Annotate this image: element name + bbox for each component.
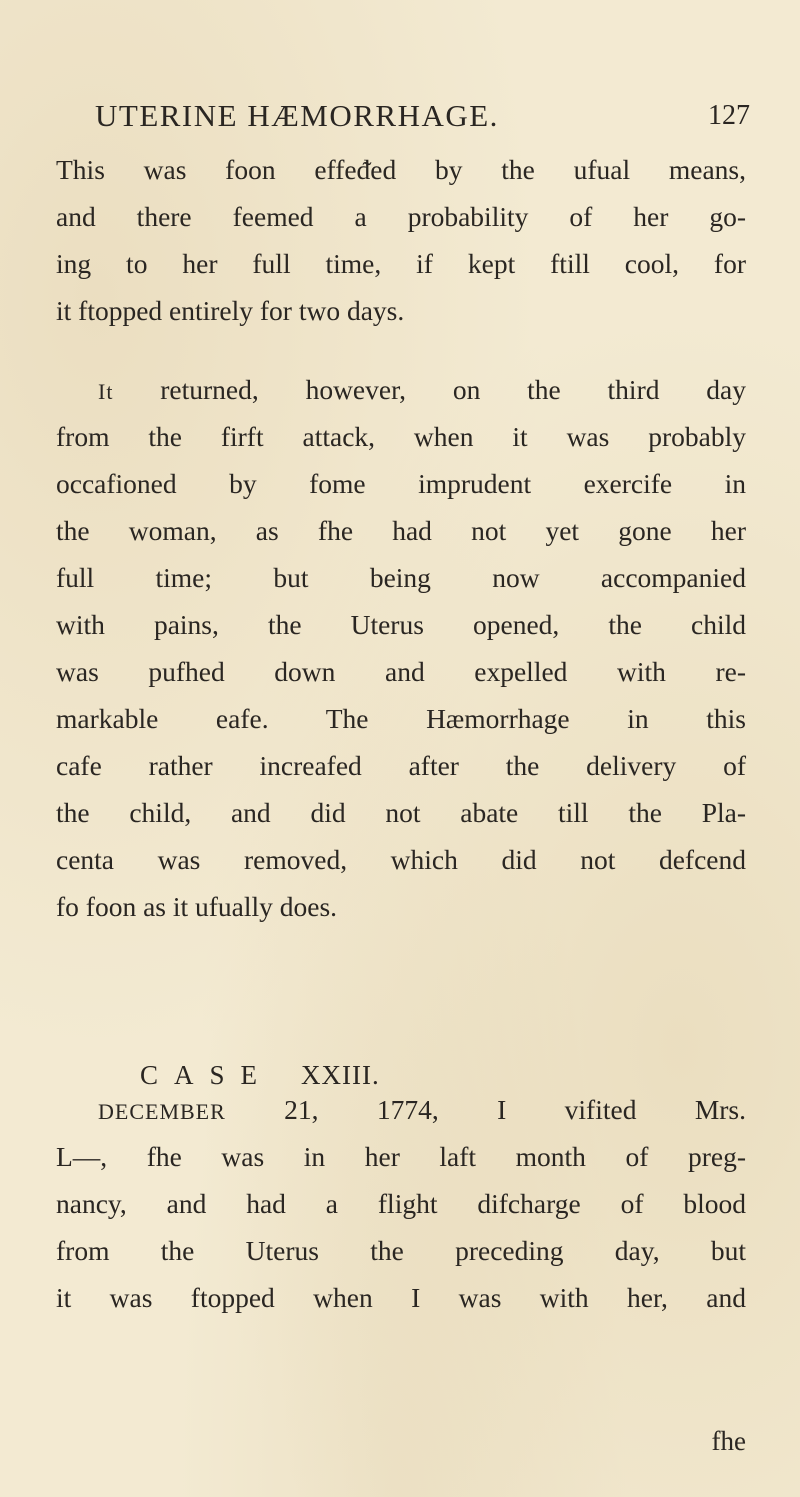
text-line: cafe rather increafed after the delivery of: [56, 750, 746, 781]
text-line: it ftopped entirely for two days.: [56, 295, 405, 326]
text-line: [56, 366, 746, 413]
text-line: L—, fhe was in her laft month of preg-: [56, 1141, 746, 1172]
text-line: ing to her full time, if kept ftill cool, for: [56, 248, 746, 279]
case-label: CASE: [140, 1060, 274, 1090]
text-line: This was foon effeᵭed by the ufual means,: [56, 154, 746, 185]
case-number: XXIII.: [301, 1060, 380, 1090]
text-line-rest: 21, 1774, I vifited Mrs.: [284, 1094, 747, 1125]
text-line: [56, 1086, 746, 1133]
text-line: with pains, the Uterus opened, the child: [56, 609, 746, 640]
text-line: occafioned by fome imprudent exercife in: [56, 468, 746, 499]
text-line: fo foon as it ufually does.: [56, 891, 338, 922]
text-line: from the Uterus the preceding day, but: [56, 1235, 746, 1266]
text-line: full time; but being now accompanied: [56, 562, 746, 593]
text-line: centa was removed, which did not defcend: [56, 844, 746, 875]
paragraph-1: [56, 146, 746, 334]
catchword: fhe: [711, 1426, 746, 1456]
lead-smallcap: DECEMBER: [98, 1099, 226, 1124]
page-number: 127: [708, 100, 750, 131]
running-head: [95, 98, 750, 138]
text-line: it was ftopped when I was with her, and: [56, 1282, 746, 1313]
text-line: from the firft attack, when it was probably: [56, 421, 746, 452]
text-line: nancy, and had a flight difcharge of blood: [56, 1188, 746, 1219]
text-line-rest: returned, however, on the third day: [160, 374, 747, 405]
paragraph-2: [56, 366, 746, 930]
running-title: UTERINE HÆMORRHAGE.: [95, 98, 499, 133]
text-line: the child, and did not abate till the Pla-: [56, 797, 746, 828]
lead-smallcap: It: [98, 379, 114, 404]
text-line: was pufhed down and expelled with re-: [56, 656, 746, 687]
paragraph-3: [56, 1086, 746, 1321]
text-line: and there feemed a probability of her go-: [56, 201, 746, 232]
text-line: the woman, as fhe had not yet gone her: [56, 515, 746, 546]
text-line: markable eafe. The Hæmorrhage in this: [56, 703, 746, 734]
